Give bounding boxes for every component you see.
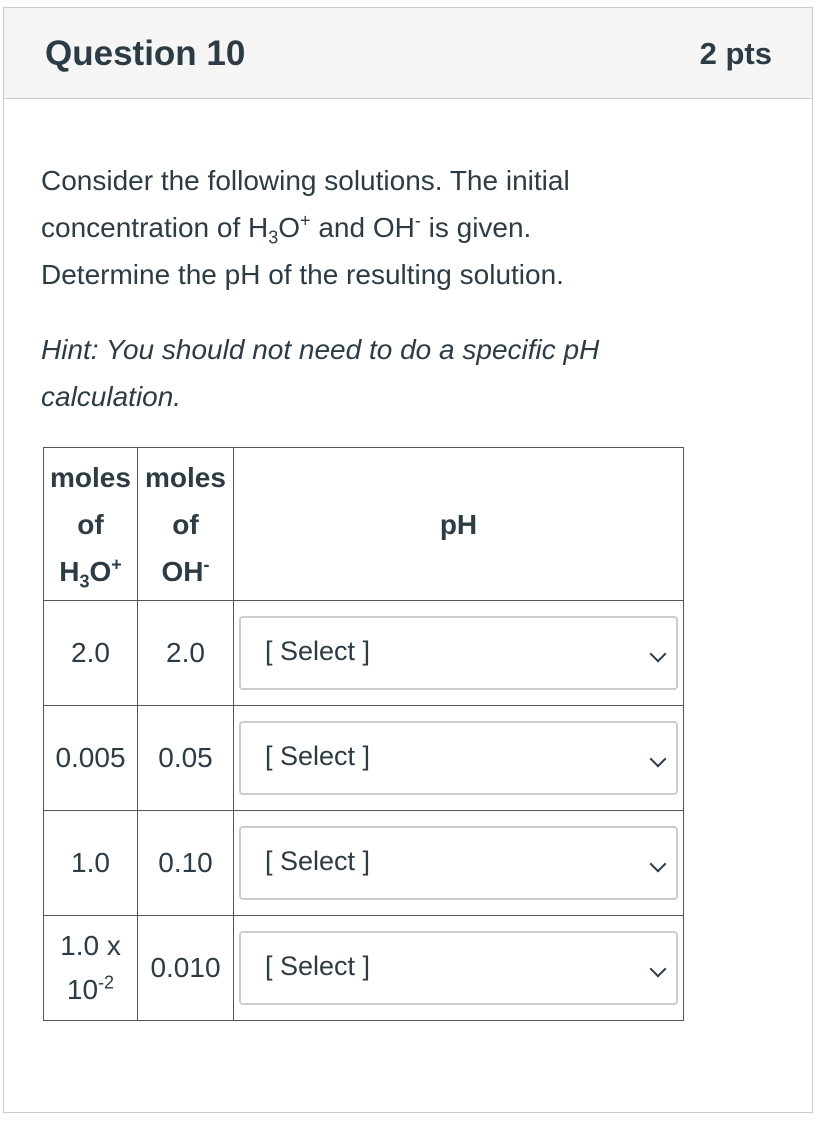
question-points: 2 pts: [699, 36, 772, 71]
cell-h3o: 2.0: [44, 601, 138, 706]
question-text-line2: concentration of $H_3O^+$ and OH- is given.: [41, 210, 532, 248]
chevron-down-icon: [650, 751, 667, 768]
ph-select-4[interactable]: [239, 931, 678, 1005]
cell-h3o: 1.0 x $10^{-2}$: [44, 916, 138, 1021]
hint-line2: calculation.: [41, 381, 182, 412]
cell-h3o: 0.005: [44, 706, 138, 811]
hint-text: [41, 326, 721, 420]
select-label: [ Select ]: [265, 636, 371, 666]
question-text-line3: Determine the pH of the resulting solution.: [41, 259, 564, 290]
chevron-down-icon: [650, 856, 667, 873]
question-text-line1: Consider the following solutions. The initial: [41, 165, 570, 196]
answer-table: [43, 447, 684, 1021]
chevron-down-icon: [650, 961, 667, 978]
question-header: [4, 8, 812, 99]
header-ph: pH: [234, 448, 684, 601]
table-row: [44, 916, 684, 1021]
table-row: [44, 601, 684, 706]
cell-oh: 0.010: [138, 916, 234, 1021]
cell-h3o: 1.0: [44, 811, 138, 916]
table-row: [44, 706, 684, 811]
cell-oh: 2.0: [138, 601, 234, 706]
ph-select-1[interactable]: [239, 616, 678, 690]
table-header-row: [44, 448, 684, 601]
header-moles-h3o: moles of $H_3O^+$: [44, 448, 138, 601]
select-label: [ Select ]: [265, 846, 371, 876]
question-title: Question 10: [45, 34, 246, 73]
select-label: [ Select ]: [265, 741, 371, 771]
question-text: [41, 157, 721, 298]
ph-select-2[interactable]: [239, 721, 678, 795]
cell-oh: 0.05: [138, 706, 234, 811]
header-moles-oh: moles of OH-: [138, 448, 234, 601]
hint-line1: Hint: You should not need to do a specific pH: [41, 334, 600, 365]
ph-select-3[interactable]: [239, 826, 678, 900]
chevron-down-icon: [650, 646, 667, 663]
select-label: [ Select ]: [265, 951, 371, 981]
cell-oh: 0.10: [138, 811, 234, 916]
table-row: [44, 811, 684, 916]
